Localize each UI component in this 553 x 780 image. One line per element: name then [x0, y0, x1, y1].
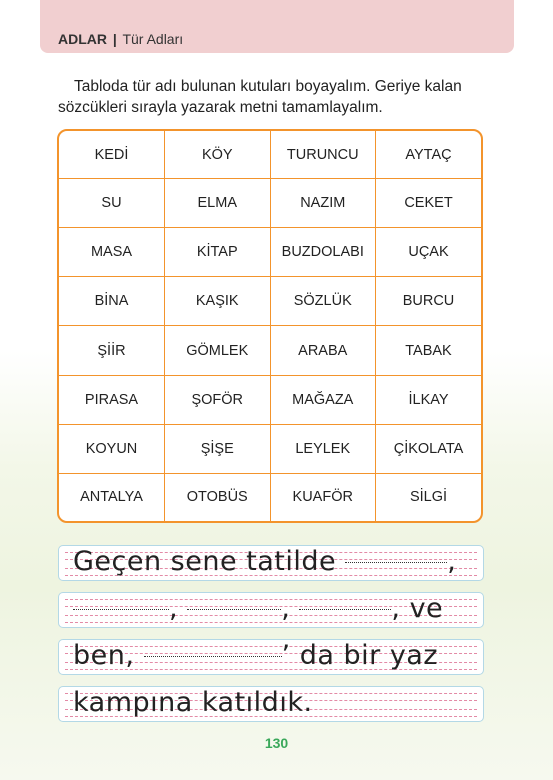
- word-cell[interactable]: LEYLEK: [270, 424, 376, 473]
- word-cell[interactable]: TURUNCU: [270, 131, 376, 179]
- blank-4[interactable]: [299, 609, 391, 610]
- blank-3[interactable]: [187, 609, 281, 610]
- line3-end: da bir yaz: [299, 640, 439, 671]
- table-row: [59, 179, 481, 228]
- writing-line-2-text: [73, 592, 443, 626]
- page-number: 130: [264, 735, 289, 751]
- word-cell[interactable]: KOYUN: [59, 424, 165, 473]
- table-row: [59, 375, 481, 424]
- word-cell[interactable]: ŞİİR: [59, 326, 165, 375]
- header-section: ADLAR: [58, 31, 107, 47]
- word-cell[interactable]: TABAK: [376, 326, 482, 375]
- writing-line-3-text: [73, 639, 438, 673]
- header-topic: Tür Adları: [122, 31, 184, 47]
- table-row: [59, 131, 481, 179]
- word-cell[interactable]: ELMA: [165, 179, 271, 228]
- header-separator: |: [112, 31, 117, 47]
- writing-line-2[interactable]: [58, 592, 484, 628]
- blank-2[interactable]: [73, 609, 169, 610]
- blank-1[interactable]: [345, 562, 447, 563]
- word-cell[interactable]: ÇİKOLATA: [376, 424, 482, 473]
- word-cell[interactable]: NAZIM: [270, 179, 376, 228]
- word-cell[interactable]: KİTAP: [165, 228, 271, 277]
- table-row: [59, 228, 481, 277]
- word-cell[interactable]: KÖY: [165, 131, 271, 179]
- header-text: [58, 31, 183, 47]
- writing-line-4-text: kampına katıldık.: [73, 687, 313, 718]
- writing-line-4[interactable]: [58, 686, 484, 722]
- word-grid: [57, 129, 483, 523]
- blank-5[interactable]: [144, 656, 282, 657]
- writing-line-1-text: [73, 545, 456, 579]
- table-row: [59, 424, 481, 473]
- line2-end: ve: [409, 593, 444, 624]
- word-cell[interactable]: GÖMLEK: [165, 326, 271, 375]
- word-cell[interactable]: SU: [59, 179, 165, 228]
- comma: ,: [391, 593, 401, 624]
- word-cell[interactable]: SİLGİ: [376, 473, 482, 521]
- word-cell[interactable]: ŞOFÖR: [165, 375, 271, 424]
- word-cell[interactable]: ARABA: [270, 326, 376, 375]
- word-cell[interactable]: BURCU: [376, 277, 482, 326]
- line1-text: Geçen sene tatilde: [73, 546, 337, 577]
- word-cell[interactable]: PIRASA: [59, 375, 165, 424]
- word-cell[interactable]: ŞİŞE: [165, 424, 271, 473]
- writing-line-1[interactable]: [58, 545, 484, 581]
- line3-start: ben,: [73, 640, 135, 671]
- word-cell[interactable]: SÖZLÜK: [270, 277, 376, 326]
- table-row: [59, 326, 481, 375]
- word-cell[interactable]: OTOBÜS: [165, 473, 271, 521]
- word-cell[interactable]: İLKAY: [376, 375, 482, 424]
- word-cell[interactable]: ANTALYA: [59, 473, 165, 521]
- comma: ,: [447, 546, 457, 577]
- instruction-text: Tabloda tür adı bulunan kutuları boyayalım. Geriye kalan sözcükleri sırayla yazarak metni tamamlayalım.: [58, 78, 462, 116]
- word-cell[interactable]: MASA: [59, 228, 165, 277]
- apostrophe: ’: [281, 640, 291, 671]
- comma: ,: [169, 593, 179, 624]
- table-row: [59, 473, 481, 521]
- writing-line-3[interactable]: [58, 639, 484, 675]
- word-cell[interactable]: KEDİ: [59, 131, 165, 179]
- word-cell[interactable]: BUZDOLABI: [270, 228, 376, 277]
- word-cell[interactable]: MAĞAZA: [270, 375, 376, 424]
- word-cell[interactable]: KUAFÖR: [270, 473, 376, 521]
- table-row: [59, 277, 481, 326]
- comma: ,: [281, 593, 291, 624]
- word-cell[interactable]: KAŞIK: [165, 277, 271, 326]
- word-cell[interactable]: CEKET: [376, 179, 482, 228]
- word-cell[interactable]: UÇAK: [376, 228, 482, 277]
- word-table: [59, 131, 481, 521]
- word-cell[interactable]: BİNA: [59, 277, 165, 326]
- section-header: [40, 0, 514, 53]
- word-cell[interactable]: AYTAÇ: [376, 131, 482, 179]
